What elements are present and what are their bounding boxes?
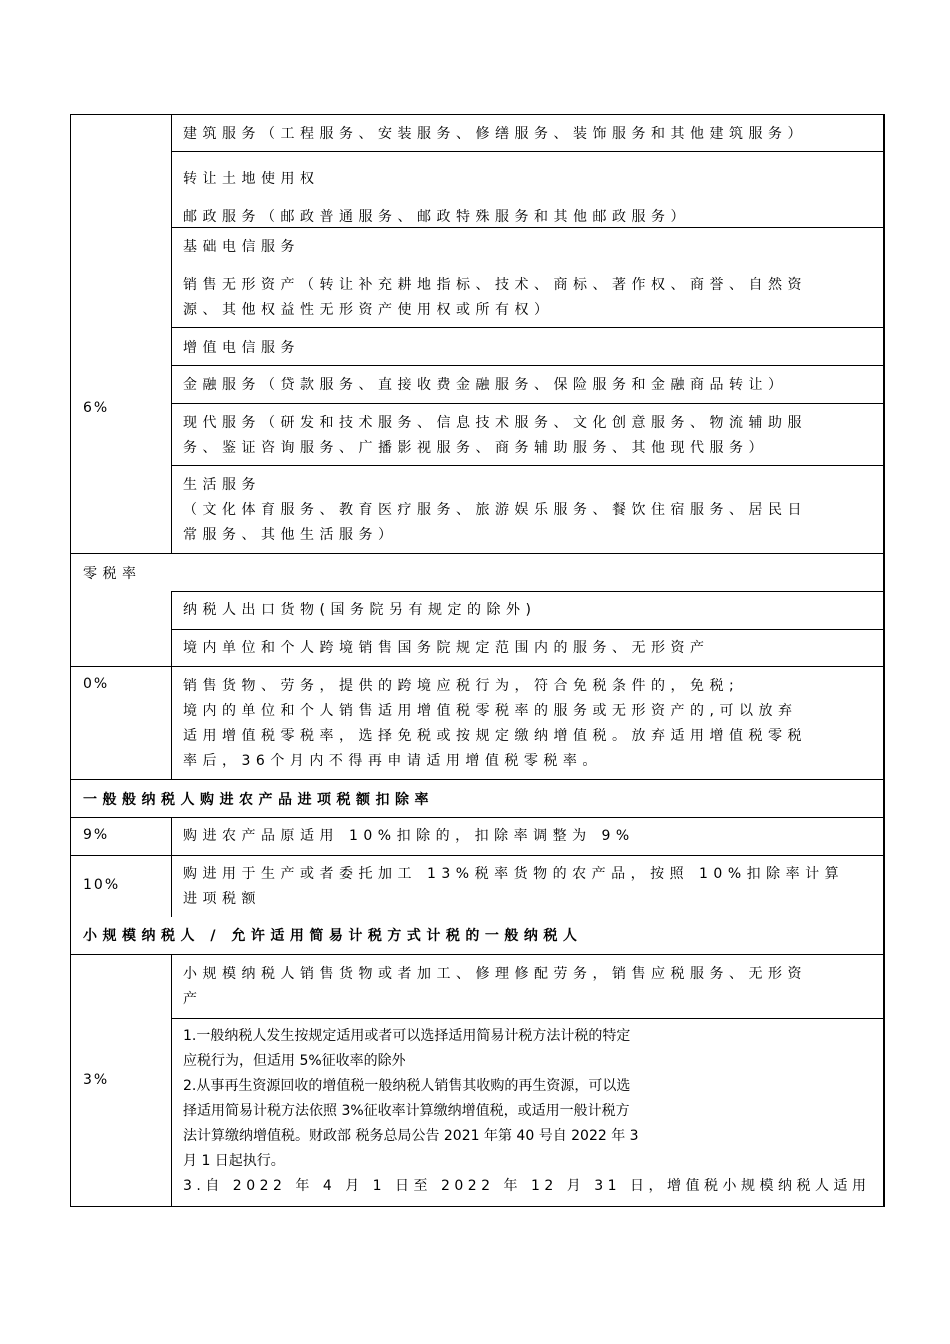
row-text: （文化体育服务、教育医疗服务、旅游娱乐服务、餐饮住宿服务、居民日 [183, 502, 807, 518]
row-text: 境内的单位和个人销售适用增值税零税率的服务或无形资产的,可以放弃 [183, 703, 798, 719]
row-text: 常服务、其他生活服务） [183, 527, 398, 543]
table-top-border [71, 114, 883, 115]
row-divider [172, 365, 883, 366]
rate-label: 6% [83, 400, 110, 416]
row-text: 小规模纳税人销售货物或者加工、修理修配劳务，销售应税服务、无形资 [183, 966, 807, 982]
row-divider [172, 465, 883, 466]
zero-row-cross-border [183, 636, 710, 661]
zero-row-exemption [183, 674, 807, 774]
section-divider [71, 666, 883, 667]
zero-row-export [183, 598, 536, 623]
row-text: 法计算缴纳增值税。财政部 税务总局公告 2021 年第 40 号自 2022 年 3 [183, 1128, 639, 1144]
section-divider [71, 954, 883, 955]
section-divider [71, 779, 883, 780]
deduction-row-10 [183, 862, 844, 912]
row-text: 基础电信服务 [183, 239, 300, 255]
rate-label: 9% [83, 827, 110, 843]
section-divider [71, 855, 883, 856]
row-text: 1.一般纳税人发生按规定适用或者可以选择适用简易计税方法计税的特定 [183, 1028, 631, 1044]
row-text: 纳税人出口货物(国务院另有规定的除外) [183, 602, 537, 618]
section-heading-zero-rate: 零税率 [83, 566, 142, 582]
section-heading-small-scale: 小规模纳税人 / 允许适用简易计税方式计税的一般纳税人 [83, 928, 583, 944]
service-row-modern [183, 411, 807, 461]
section-heading-deduction: 一般般纳税人购进农产品进项税额扣除率 [83, 792, 434, 808]
row-divider [172, 629, 883, 630]
row-text: 率后，36个月内不得再申请适用增值税零税率。 [183, 753, 602, 769]
row-divider [172, 1018, 883, 1019]
row-text: 应税行为，但适用 5%征收率的除外 [183, 1053, 406, 1069]
row-text: 境内单位和个人跨境销售国务院规定范围内的服务、无形资产 [183, 640, 710, 656]
row-text: 进项税额 [183, 891, 261, 907]
row-text: 3.自 2022 年 4 月 1 日至 2022 年 12 月 31 日，增值税小规模纳税人适用 [183, 1178, 871, 1194]
row-text: 建筑服务（工程服务、安装服务、修缮服务、装饰服务和其他建筑服务） [183, 126, 807, 142]
row-divider [172, 327, 883, 328]
rate-label: 3% [83, 1072, 110, 1088]
row-text: 2.从事再生资源回收的增值税一般纳税人销售其收购的再生资源，可以选 [183, 1078, 631, 1094]
small-row-simplified [183, 1024, 870, 1199]
tax-rate-table [70, 114, 885, 1207]
row-text: 适用增值税零税率，选择免税或按规定缴纳增值税。放弃适用增值税零税 [183, 728, 807, 744]
row-text: 金融服务（贷款服务、直接收费金融服务、保险服务和金融商品转让） [183, 377, 788, 393]
service-row-finance [183, 373, 788, 398]
row-text: 邮政服务（邮政普通服务、邮政特殊服务和其他邮政服务） [183, 209, 690, 225]
row-text: 择适用简易计税方法依照 3%征收率计算缴纳增值税，或适用一般计税方 [183, 1103, 630, 1119]
row-text: 购进用于生产或者委托加工 13%税率货物的农产品，按照 10%扣除率计算 [183, 866, 845, 882]
column-divider [171, 591, 172, 779]
row-text: 产 [183, 991, 203, 1007]
service-row-life [183, 473, 807, 548]
column-divider [171, 955, 172, 1206]
service-row-telecom-intangible [183, 235, 807, 323]
rate-label: 10% [83, 877, 121, 893]
row-text: 务、鉴证咨询服务、广播影视服务、商务辅助服务、其他现代服务） [183, 440, 768, 456]
small-row-sales [183, 962, 807, 1012]
service-row-land-postal [183, 160, 690, 236]
service-row-construction [183, 122, 807, 147]
row-text: 转让土地使用权 [183, 171, 320, 187]
row-text: 购进农产品原适用 10%扣除的，扣除率调整为 9% [183, 828, 635, 844]
row-text: 源、其他权益性无形资产使用权或所有权） [183, 302, 554, 318]
section-divider [71, 817, 883, 818]
row-text: 销售货物、劳务，提供的跨境应税行为，符合免税条件的，免税; [183, 678, 740, 694]
row-divider [172, 151, 883, 152]
column-divider [171, 114, 172, 553]
column-divider [171, 817, 172, 917]
row-text: 增值电信服务 [183, 340, 300, 356]
row-divider [172, 591, 883, 592]
row-text: 现代服务（研发和技术服务、信息技术服务、文化创意服务、物流辅助服 [183, 415, 807, 431]
row-text: 生活服务 [183, 477, 261, 493]
row-divider [172, 403, 883, 404]
row-text: 销售无形资产（转让补充耕地指标、技术、商标、著作权、商誉、自然资 [183, 277, 807, 293]
service-row-value-added-telecom [183, 336, 300, 361]
deduction-row-9 [183, 824, 635, 849]
row-text: 月 1 日起执行。 [183, 1153, 285, 1169]
rate-label: 0% [83, 676, 110, 692]
section-divider [71, 553, 883, 554]
